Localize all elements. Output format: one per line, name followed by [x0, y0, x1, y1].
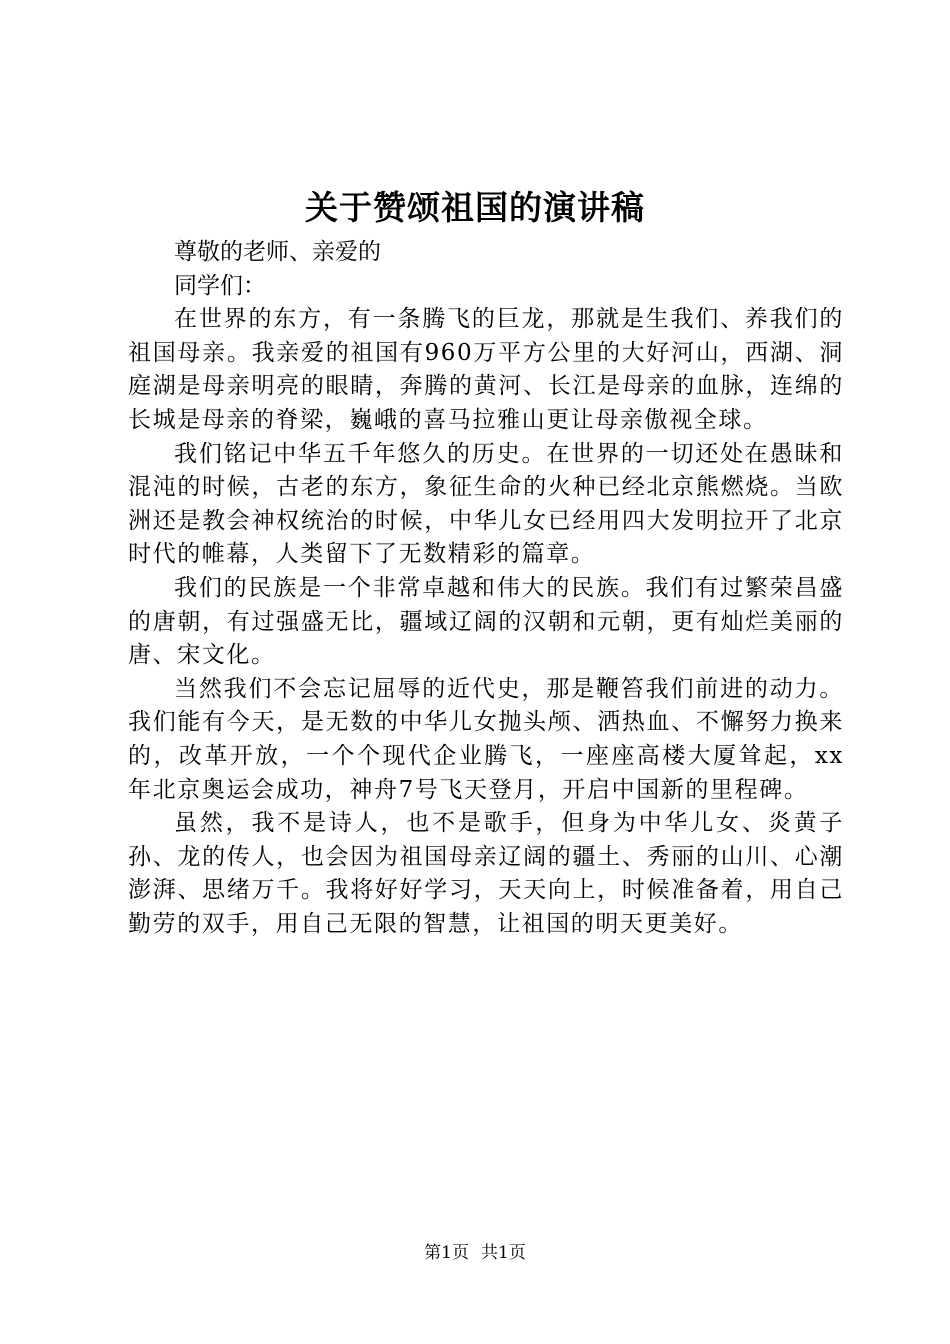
body-paragraph: 在世界的东方，有一条腾飞的巨龙，那就是生我们、养我们的祖国母亲。我亲爱的祖国有960万平方公里的大好河山，西湖、洞庭湖是母亲明亮的眼睛，奔腾的黄河、长江是母亲的血脉，连绵的长城是母亲的脊梁，巍峨的喜马拉雅山更让母亲傲视全球。	[128, 306, 844, 433]
page-footer	[0, 1241, 950, 1265]
document-title: 关于赞颂祖国的演讲稿	[305, 188, 645, 227]
body-paragraph: 当然我们不会忘记屈辱的近代史，那是鞭笞我们前进的动力。我们能有今天，是无数的中华儿女抛头颅、洒热血、不懈努力换来的，改革开放，一个个现代企业腾飞，一座座高楼大厦耸起，xx年北京奥运会成功，神舟7号飞天登月，开启中国新的里程碑。	[128, 675, 844, 803]
body-paragraph: 我们的民族是一个非常卓越和伟大的民族。我们有过繁荣昌盛的唐朝，有过强盛无比，疆域辽阔的汉朝和元朝，更有灿烂美丽的唐、宋文化。	[128, 574, 844, 669]
salutation-line: 同学们：	[174, 272, 266, 299]
salutation-line: 尊敬的老师、亲爱的	[174, 239, 381, 265]
document-body	[128, 236, 844, 941]
body-paragraph: 虽然，我不是诗人，也不是歌手，但身为中华儿女、炎黄子孙、龙的传人，也会因为祖国母亲辽阔的疆土、秀丽的山川、心潮澎湃、思绪万千。我将好好学习，天天向上，时候准备着，用自己勤劳的双手，用自己无限的智慧，让祖国的明天更美好。	[128, 810, 844, 937]
page-number-total: 共1页	[481, 1243, 526, 1263]
page-number-current: 第1页	[424, 1243, 469, 1263]
body-paragraph: 我们铭记中华五千年悠久的历史。在世界的一切还处在愚昧和混沌的时候，古老的东方，象征生命的火种已经北京熊燃烧。当欧洲还是教会神权统治的时候，中华儿女已经用四大发明拉开了北京时代的帷幕，人类留下了无数精彩的篇章。	[128, 440, 844, 568]
